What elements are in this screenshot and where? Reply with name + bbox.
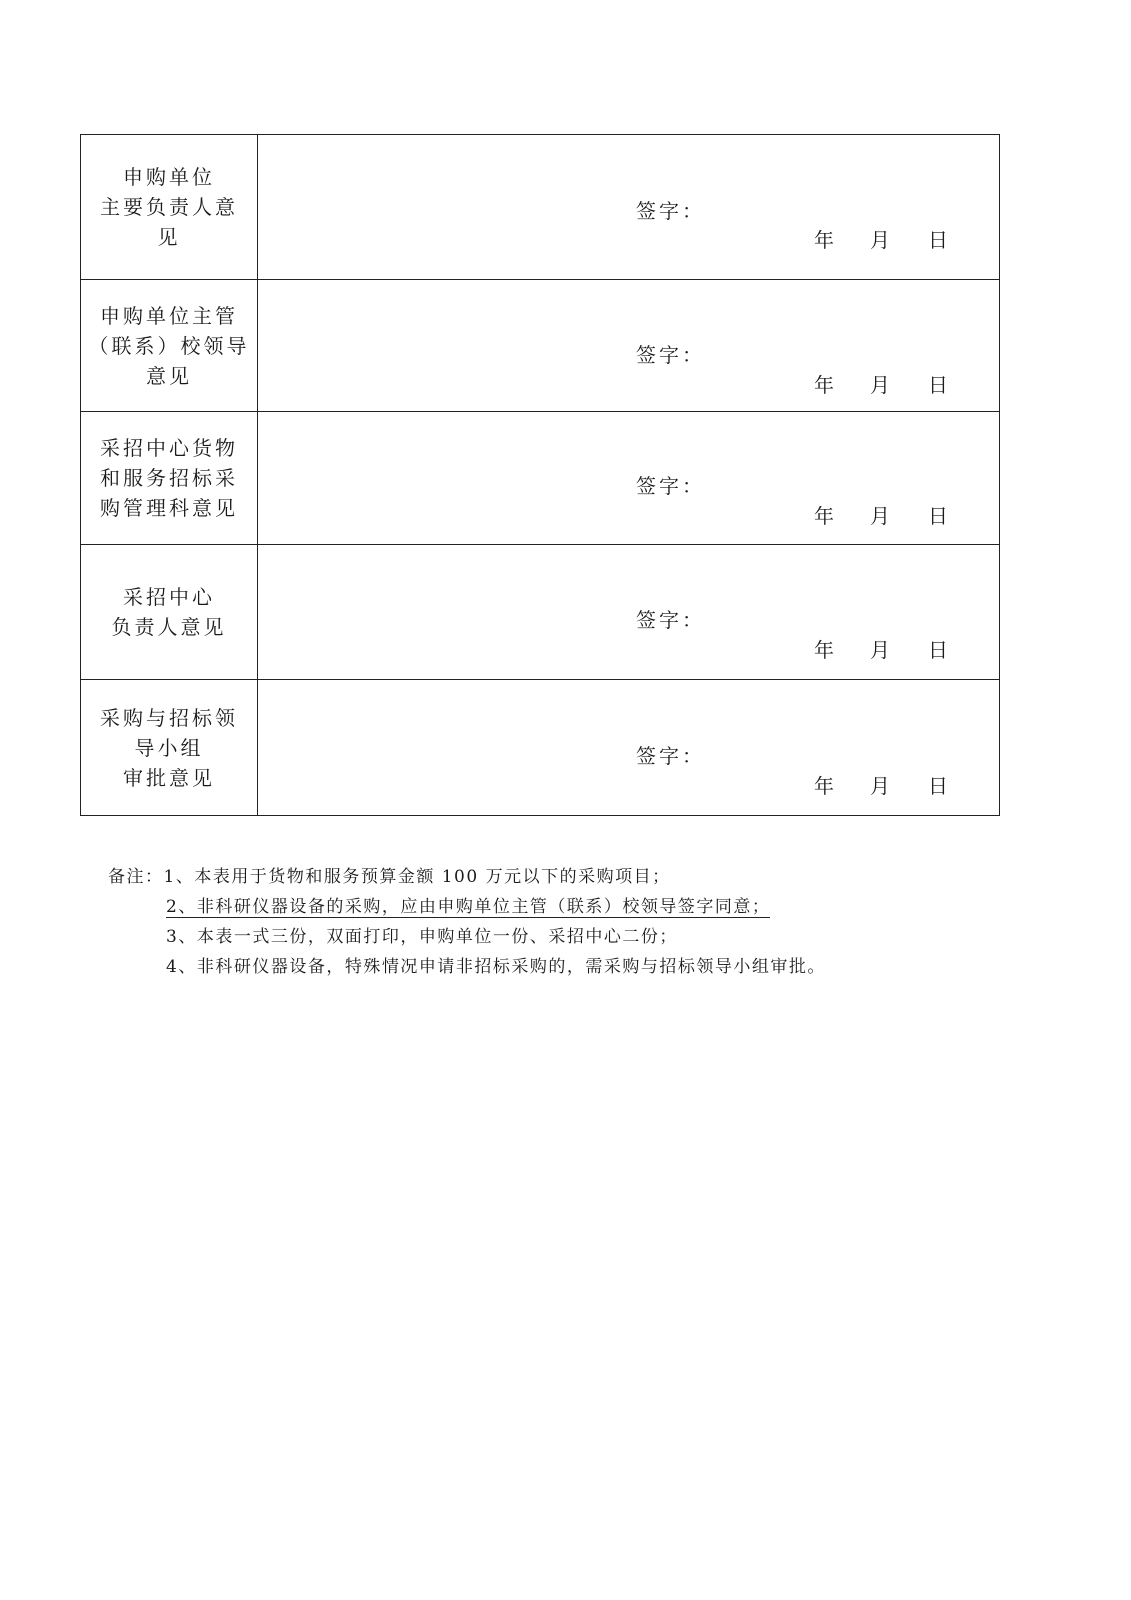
note-text: 3、本表一式三份，双面打印，申购单位一份、采招中心二份； (166, 927, 678, 947)
row-label-line: 见 (157, 225, 181, 249)
approval-row (81, 412, 1000, 545)
approval-row (81, 135, 1000, 280)
opinion-field[interactable] (258, 135, 1000, 280)
approval-row (81, 545, 1000, 680)
row-label-line: 申购单位主管 (100, 303, 238, 328)
row-label-line: 负责人意见 (111, 615, 227, 639)
signature-label: 签字： (636, 474, 705, 498)
row-label-line: 采招中心货物 (100, 436, 238, 460)
date-month-label: 月 (870, 504, 890, 528)
signature-label: 签字： (636, 199, 705, 223)
signature-label: 签字： (636, 608, 705, 632)
row-label-cell (81, 135, 258, 280)
row-label-line: 和服务招标采 (100, 466, 238, 490)
row-label-line: 购管理科意见 (100, 496, 238, 520)
date-day-label: 日 (928, 774, 948, 798)
date-month-label: 月 (870, 373, 890, 397)
note-item (108, 862, 826, 892)
row-label-cell (81, 280, 258, 412)
note-text: 4、非科研仪器设备，特殊情况申请非招标采购的，需采购与招标领导小组审批。 (166, 957, 826, 977)
row-label-line: 采招中心 (123, 585, 215, 609)
opinion-field[interactable] (258, 680, 1000, 816)
row-label-line: 采购与招标领 (100, 705, 238, 730)
note-item (108, 892, 826, 922)
date-year-label: 年 (814, 504, 834, 528)
approval-row (81, 680, 1000, 816)
date-month-label: 月 (870, 228, 890, 252)
row-label-line: 审批意见 (123, 765, 215, 790)
date-day-label: 日 (928, 638, 948, 662)
date-month-label: 月 (870, 638, 890, 662)
note-text: 1、本表用于货物和服务预算金额 100 万元以下的采购项目； (163, 867, 671, 887)
approval-row (81, 280, 1000, 412)
note-text: 2、非科研仪器设备的采购，应由申购单位主管（联系）校领导签字同意； (166, 897, 771, 917)
date-day-label: 日 (928, 373, 948, 397)
date-month-label: 月 (870, 774, 890, 798)
date-day-label: 日 (928, 228, 948, 252)
row-label-cell (81, 680, 258, 816)
row-label-line: 意见 (146, 363, 192, 388)
notes-prefix: 备注： (108, 867, 164, 887)
approval-form-table (80, 134, 1000, 816)
opinion-field[interactable] (258, 412, 1000, 545)
date-year-label: 年 (814, 373, 834, 397)
row-label-line: 主要负责人意 (100, 195, 238, 219)
date-year-label: 年 (814, 774, 834, 798)
opinion-field[interactable] (258, 280, 1000, 412)
date-year-label: 年 (814, 228, 834, 252)
row-label-cell (81, 412, 258, 545)
row-label-cell (81, 545, 258, 680)
row-label-line: 申购单位 (123, 165, 215, 189)
signature-label: 签字： (636, 343, 705, 367)
date-day-label: 日 (928, 504, 948, 528)
signature-label: 签字： (636, 744, 705, 768)
date-year-label: 年 (814, 638, 834, 662)
notes-section (108, 862, 826, 982)
row-label-line: 导小组 (134, 735, 204, 760)
opinion-field[interactable] (258, 545, 1000, 680)
note-item (108, 922, 826, 952)
row-label-line: （联系）校领导 (88, 333, 250, 358)
note-item (108, 952, 826, 982)
